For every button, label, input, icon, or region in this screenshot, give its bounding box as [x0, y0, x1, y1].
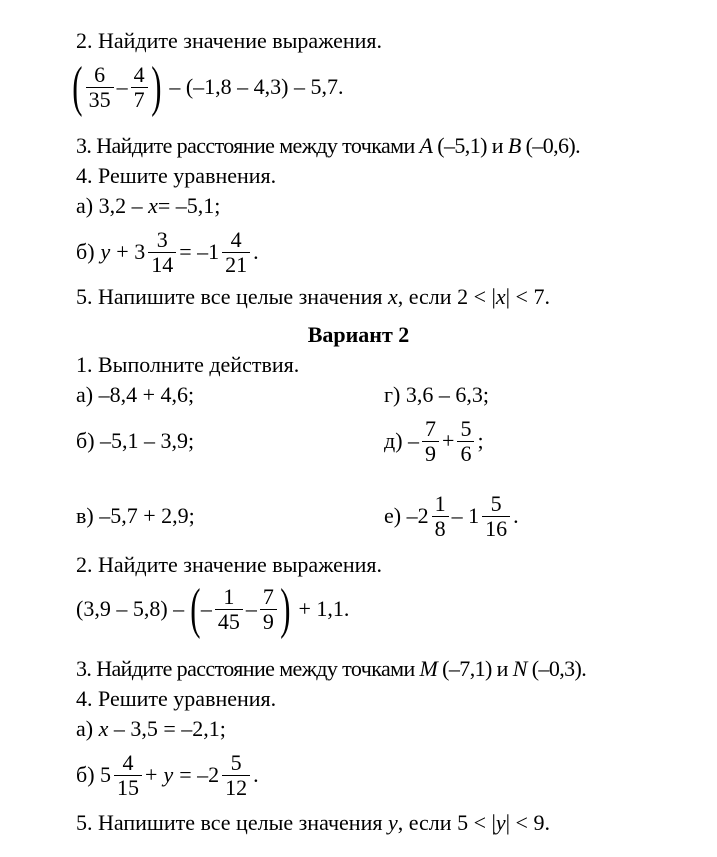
v2-task5: 5. Напишите все целые значения y, если 5 < |y| < 9.	[76, 810, 550, 835]
fraction: $\frac{4}{15}$	[114, 751, 142, 800]
left-paren: (	[72, 56, 83, 118]
fraction: $\frac{5}{6}$	[457, 417, 474, 466]
fraction: $\frac{4}{7}$	[131, 63, 148, 112]
v2-task1-d: д) – $\frac{7}{9}$ + $\frac{5}{6}$ ;	[384, 415, 484, 466]
v1-task4-heading: 4. Решите уравнения.	[76, 163, 277, 188]
v1-task4-a: а) 3,2 – x= –5,1;	[76, 193, 221, 218]
v2-task2-expression: (3,9 – 5,8) – ( – $\frac{1}{45}$ – $\frac{7}{9}$ ) + 1,1.	[76, 578, 350, 640]
v2-task4-heading: 4. Решите уравнения.	[76, 686, 277, 711]
fraction: $\frac{4}{21}$	[222, 228, 250, 277]
fraction: $\frac{7}{9}$	[260, 585, 277, 634]
variant-2-title: Вариант 2	[307, 322, 410, 347]
v2-task4-b: б) 5 $\frac{4}{15}$ + y = –2 $\frac{5}{12}$ .	[76, 749, 259, 800]
fraction: $\frac{3}{14}$	[148, 228, 176, 277]
left-paren: (	[190, 578, 201, 640]
fraction: $\frac{6}{35}$	[86, 63, 114, 112]
fraction: $\frac{1}{8}$	[432, 492, 449, 541]
fraction: $\frac{7}{9}$	[422, 417, 439, 466]
v2-task1-b: б) –5,1 – 3,9;	[76, 428, 195, 453]
right-paren: )	[150, 56, 162, 118]
fraction: $\frac{1}{45}$	[215, 585, 243, 634]
v1-task5: 5. Напишите все целые значения x, если 2 < |x| < 7.	[76, 284, 550, 309]
v2-task1-e: е) –2 $\frac{1}{8}$ – 1 $\frac{5}{16}$ .	[384, 490, 519, 541]
v2-task4-a: а) x – 3,5 = –2,1;	[76, 716, 226, 741]
right-paren: )	[280, 578, 291, 640]
v2-task1-v: в) –5,7 + 2,9;	[76, 503, 195, 528]
v1-task4-b: б) y + 3 $\frac{3}{14}$ = –1 $\frac{4}{21}$ .	[76, 226, 259, 277]
fraction: $\frac{5}{16}$	[482, 492, 510, 541]
v1-task2-expression: ( $\frac{6}{35}$ – $\frac{4}{7}$ ) – (–1,8 – 4,3) – 5,7.	[72, 56, 344, 118]
v2-task1-g: г) 3,6 – 6,3;	[384, 382, 489, 407]
v2-task2-heading: 2. Найдите значение выражения.	[76, 552, 383, 577]
v2-task3: 3. Найдите расстояние между точками M (–7,1) и N (–0,3).	[76, 656, 587, 681]
v2-task1-heading: 1. Выполните действия.	[76, 352, 300, 377]
v1-task3: 3. Найдите расстояние между точками A (–5,1) и B (–0,6).	[76, 133, 581, 158]
v2-task1-a: а) –8,4 + 4,6;	[76, 382, 195, 407]
fraction: $\frac{5}{12}$	[222, 751, 250, 800]
v1-task2-heading: 2. Найдите значение выражения.	[76, 28, 383, 53]
